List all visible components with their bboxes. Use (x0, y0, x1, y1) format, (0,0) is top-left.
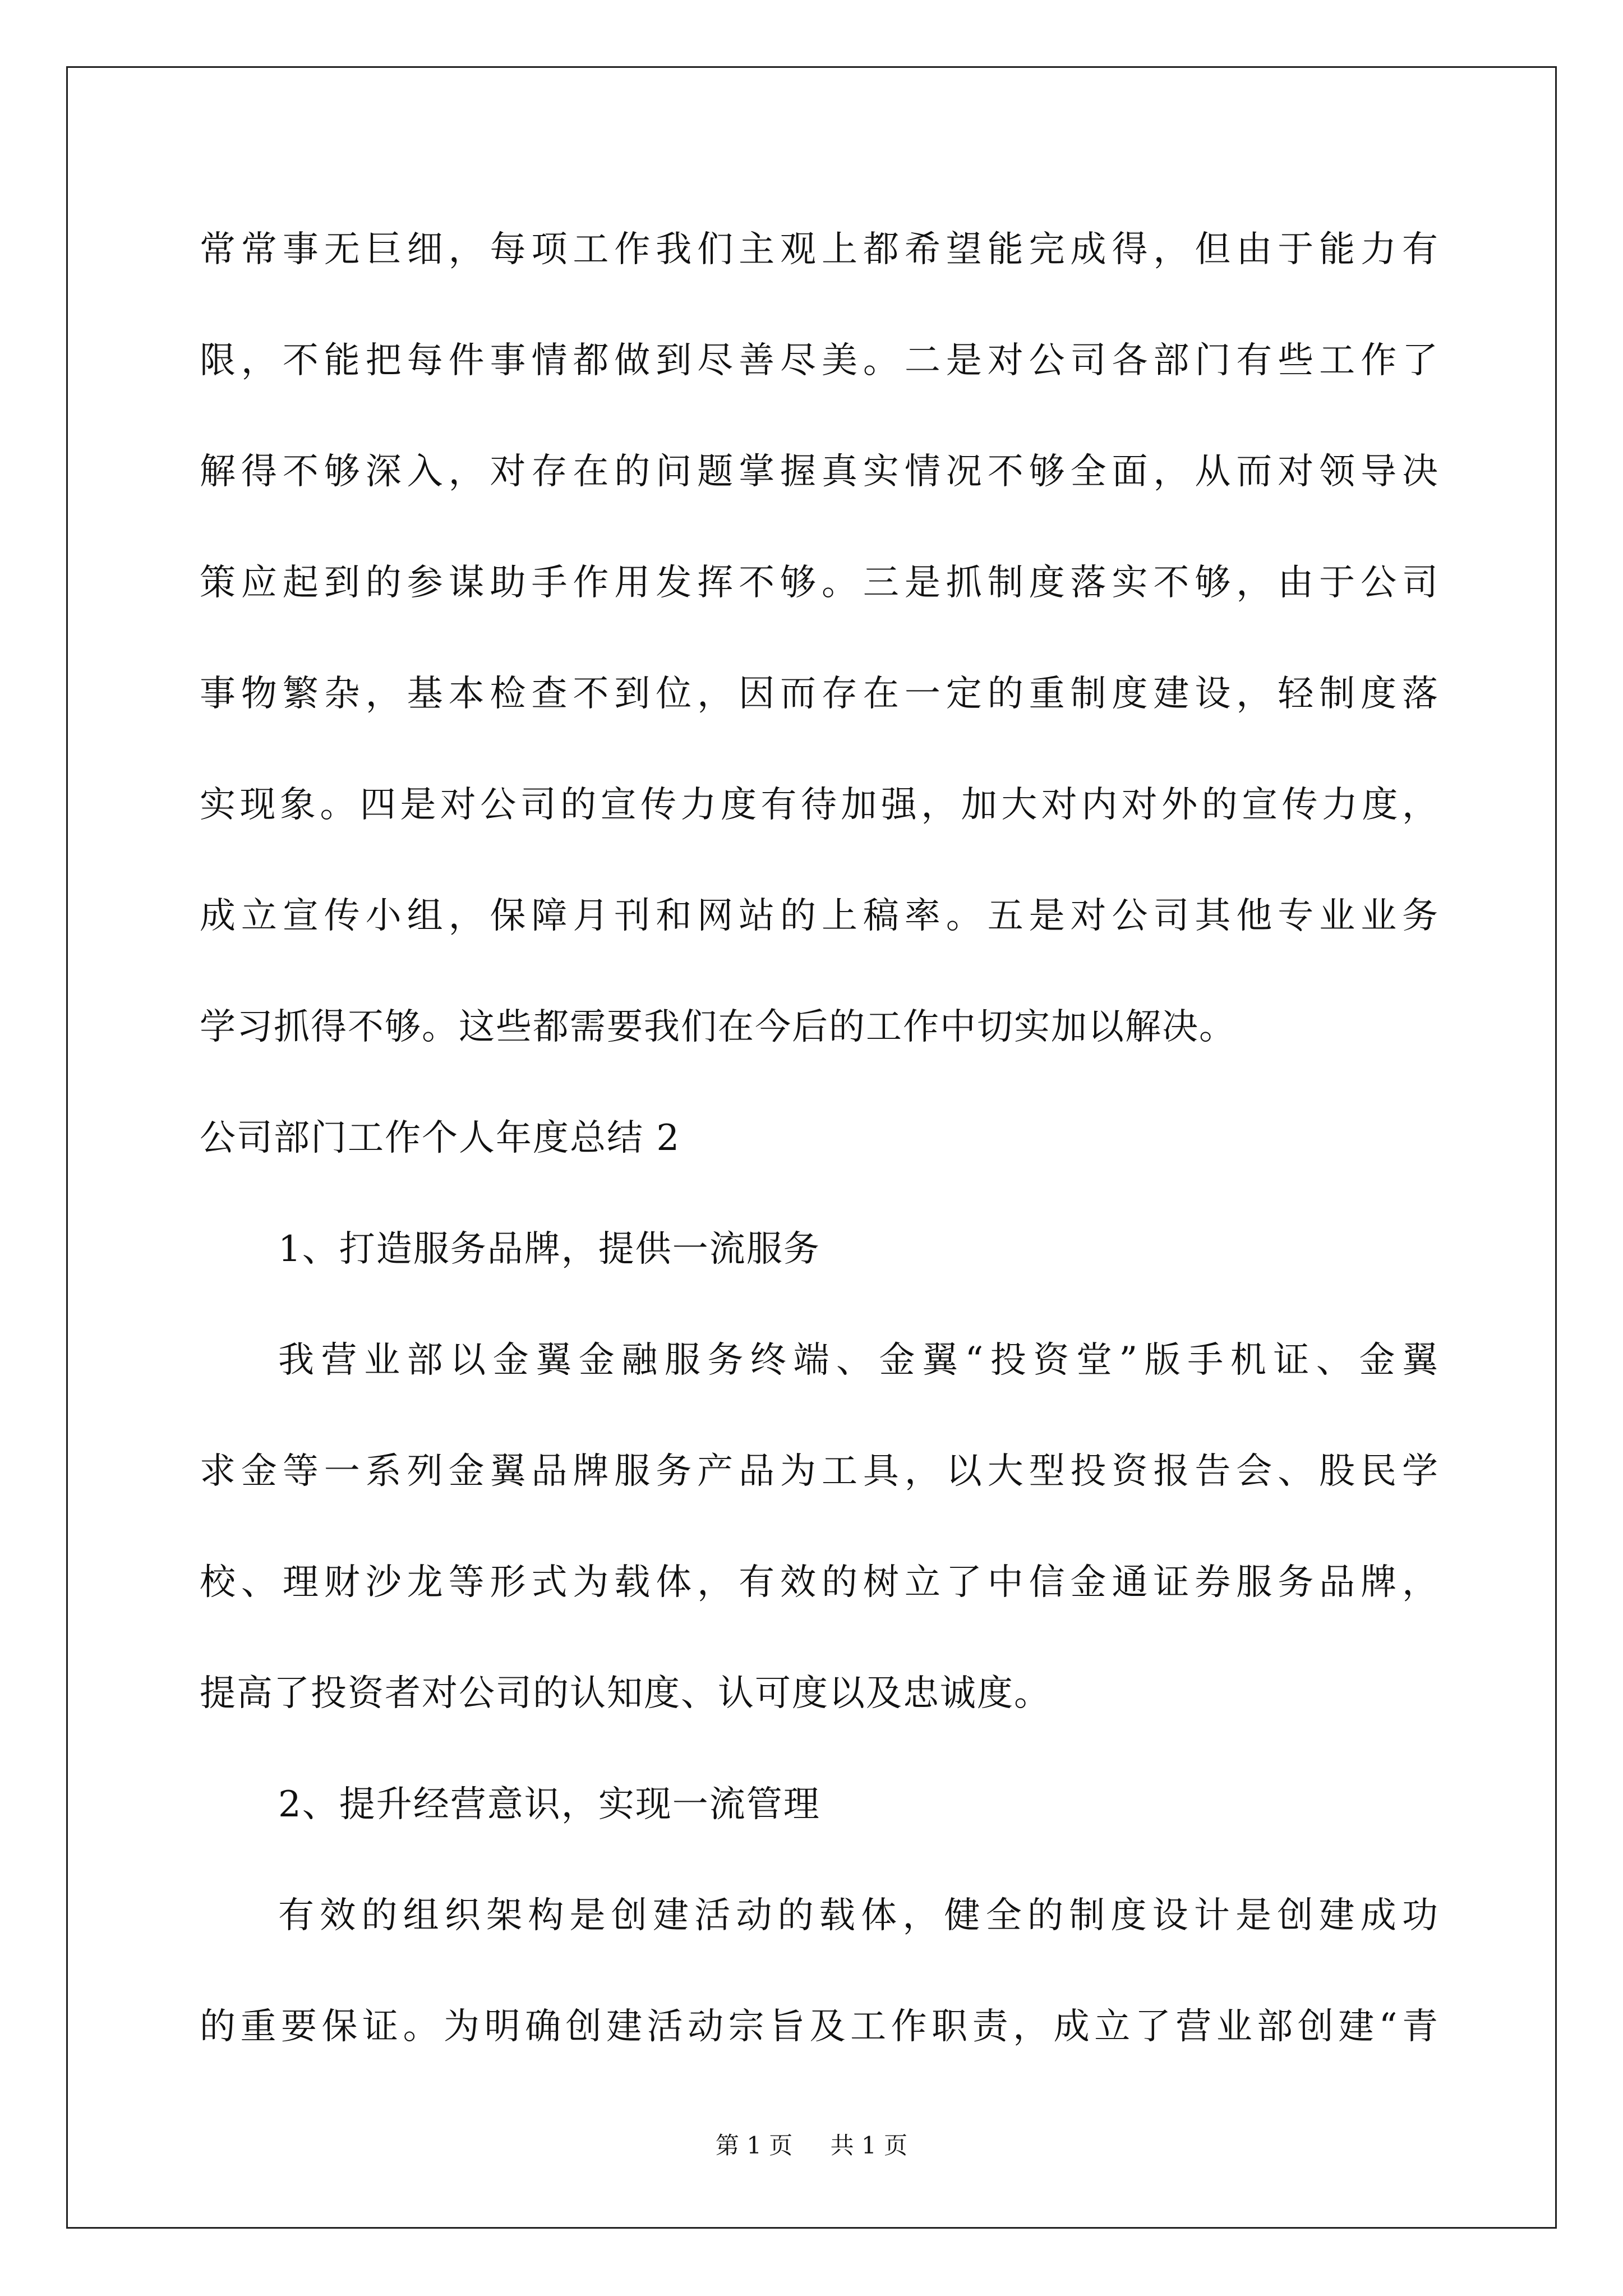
text-line: 2、提升经营意识，实现一流管理 (278, 1784, 820, 1825)
text-line: 校、理财沙龙等形式为载体，有效的树立了中信金通证券服务品牌， (200, 1562, 1439, 1603)
page-footer (0, 2129, 1623, 2162)
text-line: 我营业部以金翼金融服务终端、金翼“投资堂”版手机证、金翼 (278, 1340, 1439, 1381)
text-line: 限，不能把每件事情都做到尽善尽美。二是对公司各部门有些工作了 (200, 340, 1439, 381)
text-line: 公司部门工作个人年度总结 2 (200, 1117, 681, 1159)
text-line: 1、打造服务品牌，提供一流服务 (278, 1228, 820, 1270)
text-line: 解得不够深入，对存在的问题掌握真实情况不够全面，从而对领导决 (200, 451, 1439, 493)
page-total: 共 1 页 (830, 2132, 908, 2159)
page-number: 第 1 页 (715, 2132, 793, 2159)
text-line: 学习抓得不够。这些都需要我们在今后的工作中切实加以解决。 (200, 1006, 1236, 1048)
text-line: 有效的组织架构是创建活动的载体，健全的制度设计是创建成功 (278, 1895, 1439, 1936)
text-line: 提高了投资者对公司的认知度、认可度以及忠诚度。 (200, 1673, 1051, 1714)
text-line: 的重要保证。为明确创建活动宗旨及工作职责，成立了营业部创建“青 (200, 2006, 1439, 2047)
text-line: 成立宣传小组，保障月刊和网站的上稿率。五是对公司其他专业业务 (200, 895, 1439, 937)
document-body (200, 216, 1439, 2104)
text-line: 事物繁杂，基本检查不到位，因而存在一定的重制度建设，轻制度落 (200, 673, 1439, 715)
text-line: 策应起到的参谋助手作用发挥不够。三是抓制度落实不够，由于公司 (200, 562, 1439, 604)
text-line: 求金等一系列金翼品牌服务产品为工具，以大型投资报告会、股民学 (200, 1451, 1439, 1492)
text-line: 实现象。四是对公司的宣传力度有待加强，加大对内对外的宣传力度， (200, 784, 1439, 826)
text-line: 常常事无巨细，每项工作我们主观上都希望能完成得，但由于能力有 (200, 229, 1439, 270)
